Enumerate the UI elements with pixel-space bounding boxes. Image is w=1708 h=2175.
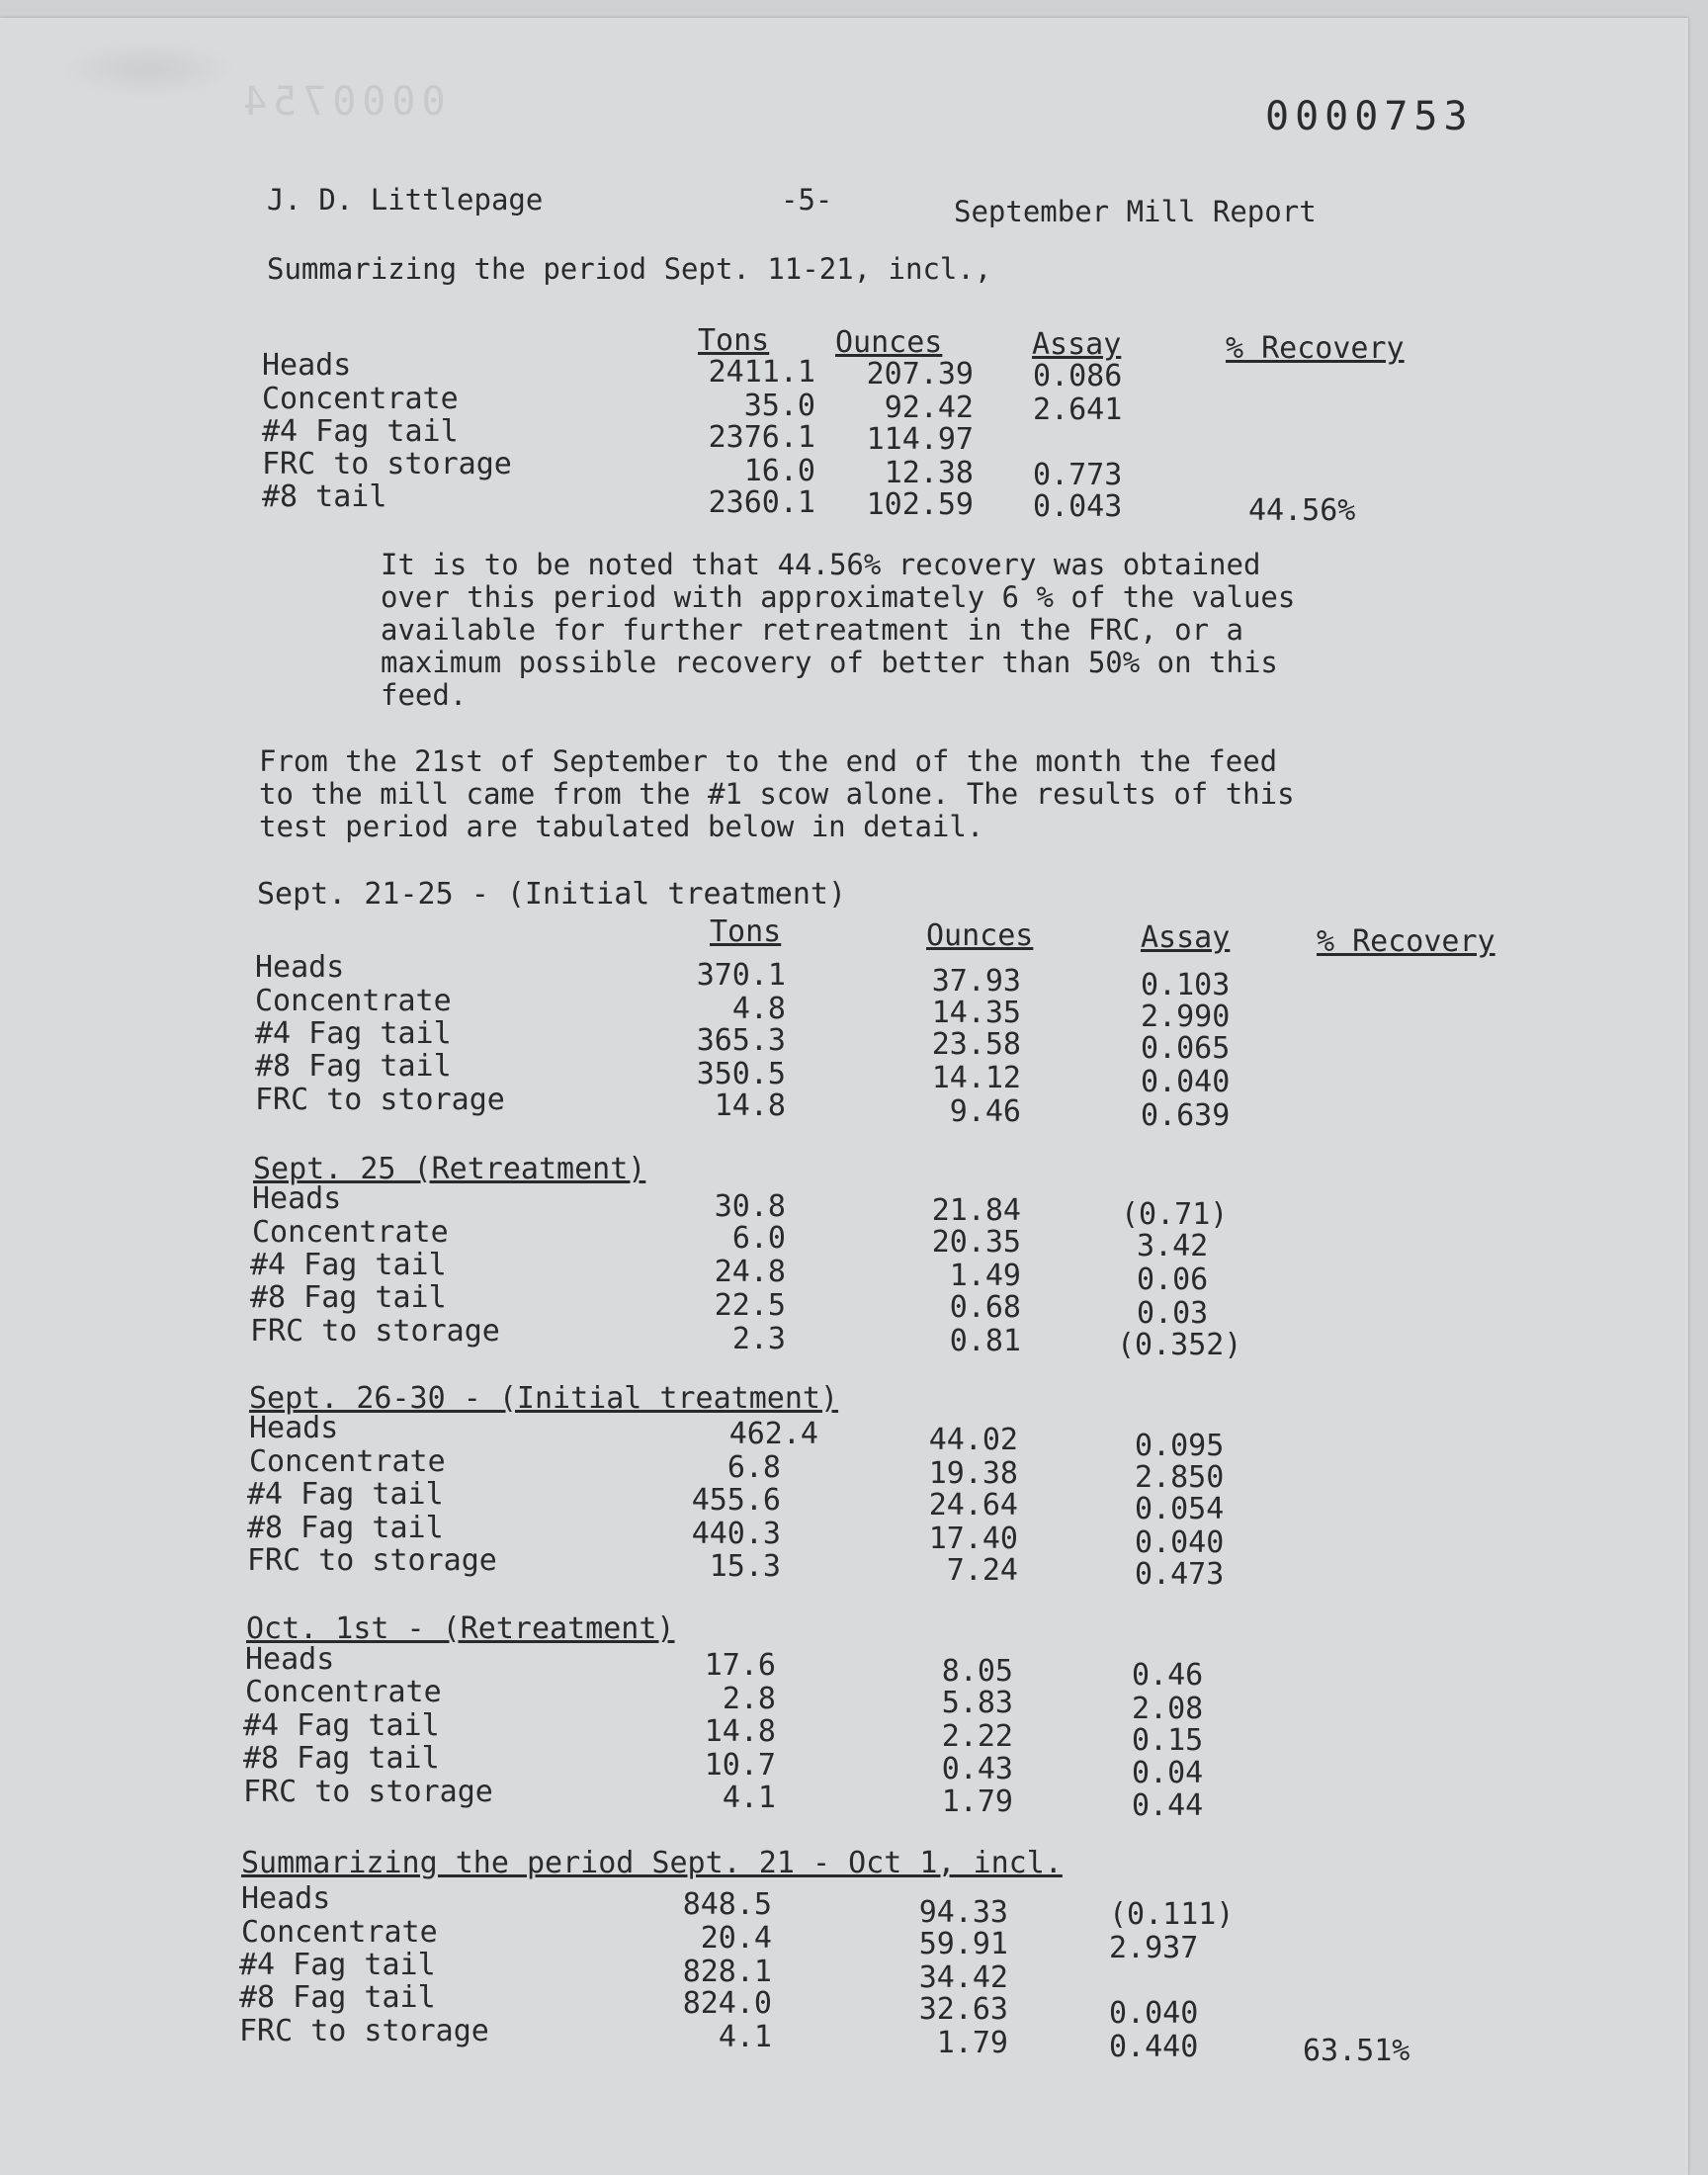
header-author: J. D. Littlepage — [267, 183, 544, 217]
cell-tons: 440.3 — [691, 1517, 781, 1551]
cell-assay: 0.086 — [1033, 359, 1123, 393]
cell-tons: 14.8 — [704, 1714, 776, 1749]
cell-assay: 0.03 — [1137, 1296, 1209, 1331]
cell-assay: 0.440 — [1109, 2030, 1199, 2064]
cell-ounces: 92.42 — [884, 391, 974, 425]
cell-assay: 2.08 — [1132, 1692, 1204, 1726]
cell-ounces: 21.84 — [931, 1193, 1021, 1228]
col-header-recovery: % Recovery — [1226, 331, 1405, 366]
row-label: Heads — [249, 1411, 339, 1445]
cell-tons: 6.8 — [726, 1450, 781, 1485]
paragraph-line: test period are tabulated below in detail. — [259, 810, 984, 843]
row-label: Concentrate — [241, 1915, 438, 1950]
cell-assay: 0.043 — [1033, 489, 1123, 524]
section-title: Oct. 1st - (Retreatment) — [246, 1611, 675, 1646]
cell-ounces: 20.35 — [931, 1225, 1021, 1260]
cell-assay: 0.065 — [1141, 1031, 1231, 1066]
cell-assay: (0.111) — [1109, 1897, 1235, 1932]
section-title: Sept. 25 (Retreatment) — [253, 1152, 646, 1186]
cell-tons: 2.8 — [722, 1682, 776, 1716]
row-label: #4 Fag tail — [247, 1477, 444, 1512]
row-label: Concentrate — [249, 1444, 446, 1479]
cell-tons: 16.0 — [743, 454, 815, 488]
cell-ounces: 37.93 — [931, 964, 1021, 999]
cell-assay: 0.095 — [1135, 1429, 1225, 1463]
cell-ounces: 14.35 — [931, 996, 1021, 1030]
cell-ounces: 94.33 — [918, 1895, 1008, 1930]
col-header-tons: Tons — [698, 323, 770, 358]
cell-ounces: 32.63 — [918, 1992, 1008, 2027]
cell-tons: 455.6 — [691, 1483, 781, 1518]
cell-tons: 2.3 — [731, 1322, 786, 1356]
cell-assay: 0.773 — [1033, 458, 1123, 492]
cell-tons: 22.5 — [714, 1288, 786, 1323]
cell-ounces: 23.58 — [931, 1027, 1021, 1062]
cell-ounces: 0.68 — [949, 1290, 1021, 1325]
row-label: #4 Fag tail — [243, 1708, 440, 1743]
cell-assay: 0.040 — [1135, 1525, 1225, 1560]
cell-assay: 0.06 — [1137, 1262, 1209, 1297]
col-header-tons: Tons — [710, 914, 782, 949]
cell-tons: 4.1 — [718, 2020, 772, 2054]
cell-ounces: 9.46 — [949, 1094, 1021, 1129]
cell-assay: 2.641 — [1033, 392, 1123, 427]
cell-ounces: 14.12 — [931, 1061, 1021, 1095]
cell-ounces: 12.38 — [884, 456, 974, 490]
cell-ounces: 102.59 — [866, 487, 974, 522]
header-page-indicator: -5- — [781, 183, 833, 217]
section-title: Sept. 21-25 - (Initial treatment) — [257, 877, 847, 912]
cell-tons: 20.4 — [700, 1921, 772, 1956]
cell-ounces: 5.83 — [941, 1686, 1013, 1720]
cell-tons: 4.8 — [731, 992, 786, 1026]
cell-tons: 35.0 — [743, 389, 815, 423]
cell-tons: 462.4 — [728, 1417, 818, 1451]
row-label: FRC to storage — [250, 1314, 500, 1348]
cell-ounces: 2.22 — [941, 1719, 1013, 1754]
cell-ounces: 1.79 — [936, 2026, 1008, 2060]
cell-ounces: 7.24 — [946, 1553, 1018, 1588]
row-label: Concentrate — [255, 984, 452, 1018]
cell-assay: 0.639 — [1141, 1098, 1231, 1133]
cell-ounces: 1.79 — [941, 1784, 1013, 1819]
cell-assay: 0.04 — [1132, 1756, 1204, 1790]
row-label: #4 Fag tail — [239, 1948, 436, 1982]
paragraph-line: to the mill came from the #1 scow alone. The results of this — [259, 777, 1295, 811]
cell-recovery: 63.51% — [1303, 2034, 1410, 2068]
cell-assay: 0.054 — [1135, 1492, 1225, 1526]
section-title: Sept. 26-30 - (Initial treatment) — [249, 1381, 839, 1416]
cell-ounces: 44.02 — [928, 1423, 1018, 1457]
cell-ounces: 17.40 — [928, 1522, 1018, 1556]
cell-assay: 0.040 — [1109, 1996, 1199, 2031]
row-label: FRC to storage — [255, 1083, 505, 1117]
cell-tons: 30.8 — [714, 1189, 786, 1224]
col-header-recovery: % Recovery — [1317, 924, 1495, 959]
mirrored-page-number: 0000754 — [237, 79, 446, 125]
row-label: FRC to storage — [247, 1543, 497, 1578]
cell-ounces: 34.42 — [918, 1960, 1008, 1995]
cell-tons: 828.1 — [682, 1955, 772, 1989]
paragraph-line: It is to be noted that 44.56% recovery was obtained — [381, 548, 1261, 581]
cell-tons: 15.3 — [709, 1549, 781, 1584]
cell-tons: 10.7 — [704, 1748, 776, 1783]
cell-assay: 0.15 — [1132, 1723, 1204, 1758]
cell-tons: 350.5 — [696, 1057, 786, 1091]
cell-ounces: 114.97 — [866, 422, 974, 457]
col-header-assay: Assay — [1032, 327, 1122, 362]
cell-tons: 4.1 — [722, 1781, 776, 1815]
cell-ounces: 1.49 — [949, 1259, 1021, 1293]
cell-tons: 848.5 — [682, 1887, 772, 1922]
row-label: Concentrate — [245, 1675, 442, 1709]
cell-assay: 0.040 — [1141, 1065, 1231, 1099]
cell-tons: 6.0 — [731, 1221, 786, 1256]
paragraph-line: From the 21st of September to the end of the month the feed — [259, 744, 1278, 778]
cell-assay: 0.103 — [1141, 968, 1231, 1002]
row-label: #8 tail — [262, 479, 387, 514]
cell-assay: (0.71) — [1121, 1197, 1229, 1232]
cell-assay: (0.352) — [1117, 1328, 1242, 1362]
cell-assay: 2.937 — [1109, 1931, 1199, 1965]
cell-tons: 2360.1 — [708, 485, 815, 520]
row-label: Heads — [245, 1642, 335, 1677]
col-header-ounces: Ounces — [926, 918, 1034, 953]
row-label: #8 Fag tail — [255, 1049, 452, 1084]
row-label: FRC to storage — [239, 2014, 489, 2048]
paragraph-line: feed. — [381, 678, 468, 712]
row-label: Heads — [252, 1181, 342, 1216]
row-label: #4 Fag tail — [255, 1016, 452, 1051]
cell-ounces: 0.81 — [949, 1324, 1021, 1358]
row-label: #8 Fag tail — [239, 1980, 436, 2015]
row-label: Concentrate — [252, 1215, 449, 1250]
col-header-assay: Assay — [1141, 920, 1231, 955]
cell-tons: 824.0 — [682, 1986, 772, 2021]
cell-tons: 2411.1 — [708, 355, 815, 390]
paragraph-line: available for further retreatment in the FRC, or a — [381, 613, 1243, 647]
intro-line: Summarizing the period Sept. 11-21, incl., — [267, 252, 992, 286]
cell-ounces: 24.64 — [928, 1488, 1018, 1522]
row-label: #4 Fag tail — [250, 1248, 447, 1282]
row-label: Concentrate — [262, 382, 459, 416]
section-title: Summarizing the period Sept. 21 - Oct 1, incl. — [241, 1846, 1063, 1880]
row-label: #4 Fag tail — [262, 414, 459, 449]
row-label: #8 Fag tail — [247, 1511, 444, 1545]
page-number-stamp: 0000753 — [1265, 94, 1474, 139]
cell-assay: 0.473 — [1135, 1557, 1225, 1592]
cell-tons: 365.3 — [696, 1023, 786, 1058]
row-label: #8 Fag tail — [250, 1280, 447, 1315]
cell-ounces: 19.38 — [928, 1456, 1018, 1491]
cell-ounces: 207.39 — [866, 357, 974, 392]
cell-tons: 17.6 — [704, 1648, 776, 1683]
row-label: Heads — [255, 950, 345, 985]
row-label: FRC to storage — [262, 447, 512, 481]
paragraph-line: over this period with approximately 6 % of the values — [381, 580, 1296, 614]
header-report-title: September Mill Report — [954, 195, 1317, 228]
cell-tons: 370.1 — [696, 958, 786, 993]
cell-assay: 0.46 — [1132, 1658, 1204, 1693]
row-label: Heads — [262, 348, 352, 383]
row-label: Heads — [241, 1881, 331, 1916]
paragraph-line: maximum possible recovery of better than 50% on this — [381, 646, 1278, 679]
cell-recovery: 44.56% — [1248, 493, 1356, 528]
cell-assay: 3.42 — [1137, 1229, 1209, 1263]
cell-ounces: 0.43 — [941, 1752, 1013, 1786]
row-label: FRC to storage — [243, 1775, 493, 1809]
row-label: #8 Fag tail — [243, 1741, 440, 1776]
cell-assay: 0.44 — [1132, 1788, 1204, 1823]
cell-tons: 14.8 — [714, 1088, 786, 1123]
cell-ounces: 59.91 — [918, 1927, 1008, 1961]
cell-tons: 2376.1 — [708, 420, 815, 455]
cell-ounces: 8.05 — [941, 1654, 1013, 1689]
cell-assay: 2.850 — [1135, 1460, 1225, 1495]
cell-assay: 2.990 — [1141, 1000, 1231, 1034]
cell-tons: 24.8 — [714, 1255, 786, 1289]
col-header-ounces: Ounces — [835, 325, 943, 360]
